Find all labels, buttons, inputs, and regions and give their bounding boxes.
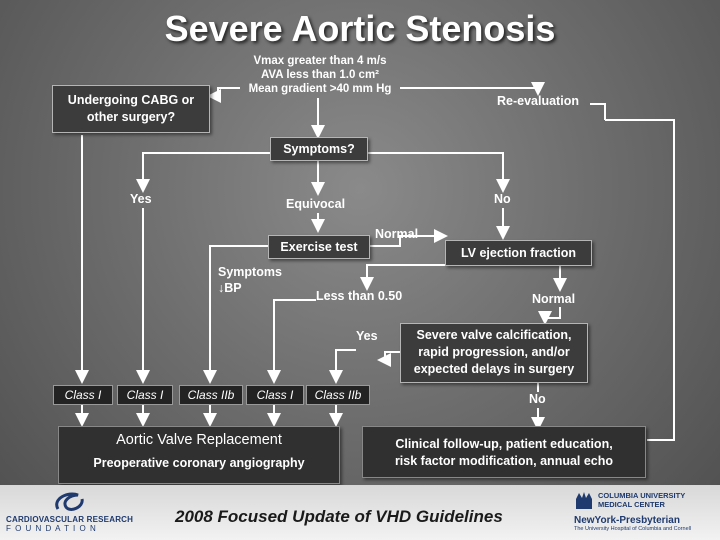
calc-yes-label: Yes: [356, 329, 378, 343]
stenosis-criteria: [230, 54, 410, 96]
criteria-ava: AVA less than 1.0 cm²: [260, 69, 380, 81]
avr-subtitle: Preoperative coronary angiography: [93, 456, 305, 470]
calc-line-3: expected delays in surgery: [413, 362, 575, 376]
nyp-tagline: The University Hospital of Columbia and Cornell: [574, 526, 692, 532]
cabg-box: [52, 85, 210, 133]
followup-line-2: risk factor modification, annual echo: [394, 454, 614, 468]
arrow-symptoms-yes: [143, 153, 270, 190]
followup-line-1: Clinical follow-up, patient education,: [395, 437, 613, 451]
class-box-3: Class IIb: [179, 385, 243, 405]
columbia-line-1: COLUMBIA UNIVERSITY: [598, 491, 686, 500]
class-box-5: Class IIb: [306, 385, 370, 405]
bp-label: ↓BP: [218, 281, 242, 295]
nyp-name: NewYork-Presbyterian: [574, 515, 680, 526]
columbia-crown-icon: [574, 491, 594, 511]
normal-lv-label: Normal: [532, 292, 576, 306]
class-box-1: Class I: [53, 385, 113, 405]
crf-logo: [6, 489, 141, 533]
aortic-valve-replacement-box: [58, 426, 340, 484]
lv-ejection-fraction-text: LV ejection fraction: [460, 246, 577, 260]
branch-equivocal: Equivocal: [286, 197, 346, 211]
cabg-line-1: Undergoing CABG or: [67, 93, 195, 107]
lv-ejection-fraction-box: [445, 240, 592, 266]
calc-line-1: Severe valve calcification,: [416, 328, 572, 342]
criteria-vmax: Vmax greater than 4 m/s: [253, 55, 387, 67]
page-title: Severe Aortic Stenosis: [164, 8, 556, 49]
crf-line-2: F O U N D A T I O N: [6, 524, 97, 533]
symptoms-question-box: [270, 137, 368, 161]
arrow-lv-lessthan: [367, 265, 455, 288]
arrow-symptoms-no: [366, 153, 503, 190]
columbia-line-2: MEDICAL CENTER: [598, 500, 665, 509]
calc-no-label: No: [529, 392, 546, 406]
reevaluation-loop-line: [605, 120, 674, 440]
reevaluation-loop-top: [590, 104, 605, 120]
normal-exercise-label: Normal: [375, 227, 419, 241]
calc-line-2: rapid progression, and/or: [418, 345, 570, 359]
arrow-lessthan-class1: [274, 300, 316, 381]
class-box-2: Class I: [117, 385, 173, 405]
arrow-to-reevaluation: [400, 88, 538, 93]
reevaluation-label: Re-evaluation: [497, 94, 579, 108]
followup-box: [362, 426, 646, 478]
less-than-label: Less than 0.50: [316, 289, 403, 303]
exercise-test-text: Exercise test: [280, 240, 358, 254]
footer-guidelines: 2008 Focused Update of VHD Guidelines: [175, 507, 503, 526]
symptoms-question-text: Symptoms?: [283, 142, 355, 156]
arrow-normal-calc: [545, 307, 560, 322]
arrow-yes-class2b: [336, 350, 356, 381]
avr-title: Aortic Valve Replacement: [116, 432, 282, 448]
cabg-line-2: other surgery?: [86, 110, 176, 124]
symptoms-label: Symptoms: [218, 265, 282, 279]
arrow-calc-yes: [380, 352, 400, 360]
branch-yes: Yes: [130, 192, 152, 206]
branch-no: No: [494, 192, 511, 206]
crf-swirl-icon: [50, 489, 90, 515]
exercise-test-box: [268, 235, 370, 259]
symptoms-bp-label: [218, 264, 282, 296]
crf-line-1: CARDIOVASCULAR RESEARCH: [6, 515, 134, 524]
calcification-box: [400, 323, 588, 383]
columbia-nyp-logo: [574, 491, 720, 532]
class-box-4: Class I: [246, 385, 304, 405]
criteria-gradient: Mean gradient >40 mm Hg: [248, 83, 392, 95]
